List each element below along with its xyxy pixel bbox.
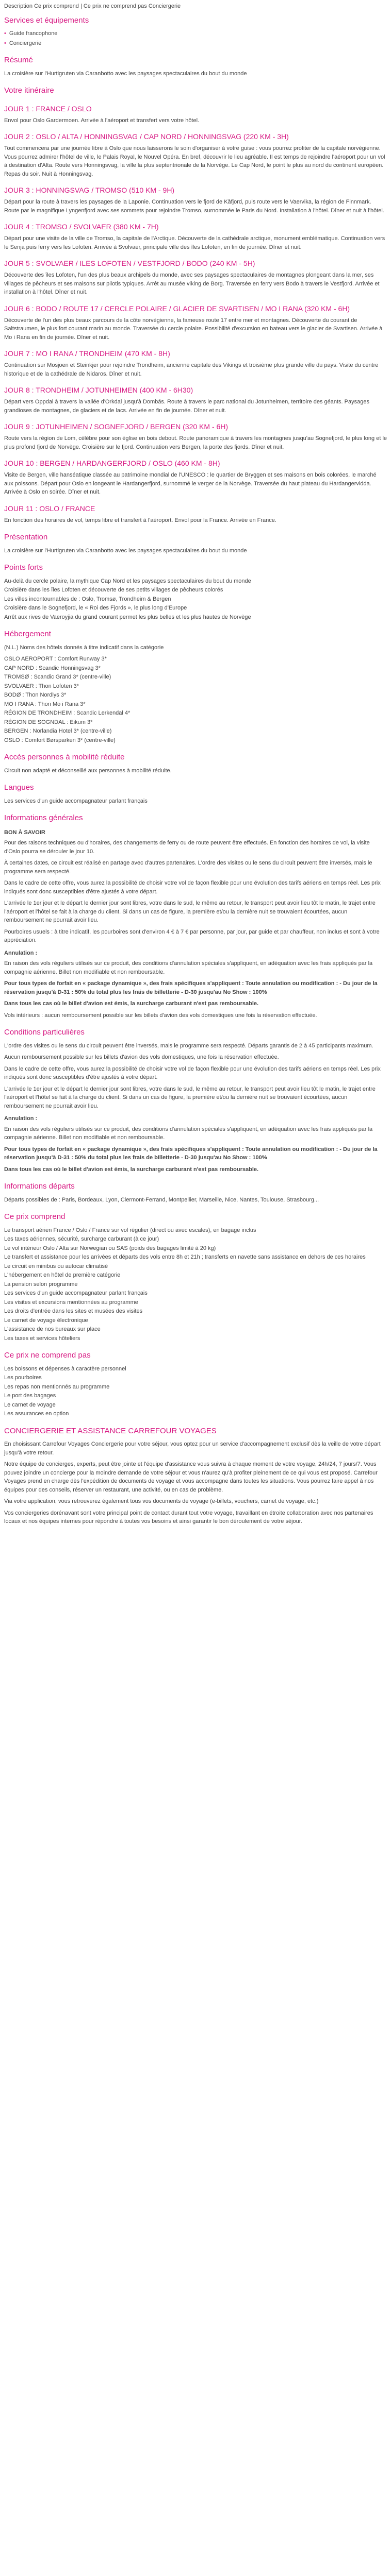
resume-title: Résumé	[4, 56, 33, 64]
prix-comprend-item: Le circuit en minibus ou autocar climatisé	[4, 1263, 108, 1269]
infos-annulation-paragraph: En raison des vols réguliers utilisés sur ce produit, des conditions d'annulation spéciales s'appliquent, en adéquation avec les frais appliqués par la compagnie aérienne. Billet non modifiable et non remboursable.	[4, 960, 373, 975]
hebergement-intro: (N.L.) Noms des hôtels donnés à titre indicatif dans la catégorie	[4, 644, 164, 651]
infos-annulation-paragraph: Vols intérieurs : aucun remboursement possible sur les billets d'avion des vols domestiques une fois la réservation effectuée.	[4, 1012, 317, 1019]
conditions-annulation-head: Annulation :	[4, 1115, 38, 1122]
day-title: JOUR 10 : BERGEN / HARDANGERFJORD / OSLO (460 KM - 8H)	[4, 459, 220, 467]
infos-title: Informations générales	[4, 814, 83, 822]
infos-annulation-paragraph: Dans tous les cas où le billet d'avion est émis, la surcharge carburant n'est pas remboursable.	[4, 1001, 259, 1007]
day-title: JOUR 1 : FRANCE / OSLO	[4, 104, 92, 113]
points-forts-item: Arrêt aux rives de Vaeroyjia du grand courant permet les plus belles et les plus hautes de Norvège	[4, 614, 251, 620]
day-title: JOUR 2 : OSLO / ALTA / HONNINGSVAG / CAP NORD / HONNINGSVAG (220 KM - 3H)	[4, 132, 289, 141]
prix-comprend-list	[4, 1226, 387, 1343]
day-title: JOUR 7 : MO I RANA / TRONDHEIM (470 KM - 8H)	[4, 349, 170, 358]
conditions-annulation-paragraph: Dans tous les cas où le billet d'avion est émis, la surcharge carburant n'est pas remboursable.	[4, 1166, 259, 1173]
day-text: Route vers la région de Lom, célèbre pour son église en bois debout. Route panoramique à travers les montagnes jusqu'au Sognefjord, le plus long et le plus profond fjord de Norvège. Croisière sur le fjord. Continuation vers Bergen, la porte des fjords. Dîner et nuit.	[4, 435, 387, 450]
itinerary-title: Votre itinéraire	[4, 86, 54, 95]
conditions-paragraph: L'ordre des visites ou le sens du circuit peuvent être inversés, mais le programme sera respecté. Départs garantis de 2 à 45 participants maximum.	[4, 1042, 373, 1049]
points-forts-item: Croisière dans les îles Lofoten et découverte de ses petits villages de pêcheurs colorés	[4, 587, 223, 593]
infos-subhead: BON À SAVOIR	[4, 829, 45, 836]
conciergerie-paragraph: En choisissant Carrefour Voyages Conciergerie pour votre séjour, vous optez pour un service d'accompagnement exclusif dès la veille de votre départ jusqu'à votre retour.	[4, 1441, 381, 1456]
prix-comprend-item: Les taxes aériennes, sécurité, surcharge carburant (à ce jour)	[4, 1236, 159, 1242]
day-title: JOUR 3 : HONNINGSVAG / TROMSO (510 KM - 9H)	[4, 186, 175, 194]
points-forts-item: Au-delà du cercle polaire, la mythique Cap Nord et les paysages spectaculaires du bout du monde	[4, 578, 251, 584]
hotel-item: MO I RANA : Thon Mo i Rana 3*	[4, 701, 86, 707]
prix-comprend-item: Le transfert et assistance pour les arrivées et départs des vols entre 8h et 21h ; transferts en navette sans assistance en dehors de ces horaires	[4, 1254, 366, 1260]
presentation-text: La croisière sur l'Hurtigruten via Caranbotto avec les paysages spectaculaires du bout du monde	[4, 547, 247, 554]
conditions-annulation-paragraph: Pour tous types de forfait en « package dynamique », des frais spécifiques s'appliquent : Toute annulation ou modification : - Du jour de la réservation jusqu'à D-31 : 50% du total plus les frais de billetterie - D-30 jusqu'au No Show : 100%	[4, 1146, 378, 1161]
prix-comprend-item: Le carnet de voyage électronique	[4, 1317, 88, 1324]
day-text: Découverte de l'un des plus beaux parcours de la côte norvégienne, la fameuse route 17 entre mer et montagnes. Découverte du courant de Saltstraumen, le plus fort courant marin au monde. Traversée du cercle polaire. Possibilité d'excursion en bateau vers le glacier de Svartisen. Arrivée à Mo i Rana en fin de journée. Dîner et nuit.	[4, 317, 383, 341]
conditions-paragraph: L'arrivée le 1er jour et le départ le dernier jour sont libres, votre dans le sud, le même au retour, le transport peut avoir lieu tôt le matin, le trajet entre l'aéroport et l'hôtel se fait à la charge du client. Si dans un cas de figure, la première et/ou la dernière nuit se trouvaient écourtées, aucun remboursement ne pourrait avoir lieu.	[4, 1086, 376, 1109]
resume-text: La croisière sur l'Hurtigruten via Caranbotto avec les paysages spectaculaires du bout du monde	[4, 70, 247, 77]
day-text: Départ vers Oppdal à travers la vallée d'Orkdal jusqu'à Dombås. Route à travers le parc national du Jotunheimen, territoire des géants. Paysages grandioses de montagnes, de glaciers et de lacs. Arrivée en fin de journée. Dîner et nuit.	[4, 399, 369, 414]
conciergerie-paragraph: Via votre application, vous retrouverez également tous vos documents de voyage (e-billets, vouchers, carnet de voyage, etc.)	[4, 1498, 319, 1504]
hotel-item: OSLO AEROPORT : Comfort Runway 3*	[4, 656, 107, 662]
points-forts-title: Points forts	[4, 563, 43, 572]
infos-departs-title: Informations départs	[4, 1182, 75, 1191]
day-text: Visite de Bergen, ville hanséatique classée au patrimoine mondial de l'UNESCO : le quartier de Bryggen et ses maisons en bois colorées, le marché aux poissons. Départ pour Oslo en longeant le Hardangerfjord, surnommé le verger de la Norvège. Traversée du haut plateau du Hardangervidda. Arrivée à Oslo en soirée. Dîner et nuit.	[4, 472, 377, 495]
prix-comprend-title: Ce prix comprend	[4, 1212, 66, 1221]
conditions-paragraph: Dans le cadre de cette offre, vous aurez la possibilité de choisir votre vol de façon flexible pour une évolution des tarifs aériens en temps réel. Les prix indiqués sont donc susceptibles d'être ajustés à votre départ.	[4, 1065, 381, 1080]
prix-comprend-pas-item: Le carnet de voyage	[4, 1401, 56, 1408]
points-forts-item: Les villes incontournables de : Oslo, Tromsø, Trondheim & Bergen	[4, 596, 171, 602]
top-links[interactable]: Description Ce prix comprend | Ce prix ne comprend pas Conciergerie	[4, 3, 181, 9]
itinerary-day	[4, 385, 387, 415]
day-title: JOUR 11 : OSLO / FRANCE	[4, 504, 95, 513]
itinerary-day	[4, 222, 387, 251]
prix-comprend-item: La pension selon programme	[4, 1281, 78, 1287]
day-text: Départ pour la route à travers les paysages de la Laponie. Continuation vers le fjord de Kåfjord, puis route vers le Vaervika, la région de Finnmark. Route par le magnifique Lyngenfjord avec ses sommets pour rejoindre Tromso, surnommée le Paris du Nord. Installation à l'hôtel. Dîner et nuit à l'hôtel.	[4, 199, 384, 214]
acces-text: Circuit non adapté et déconseillé aux personnes à mobilité réduite.	[4, 767, 172, 774]
hotel-item: CAP NORD : Scandic Honningsvag 3*	[4, 665, 101, 671]
hotel-item: TROMSØ : Scandic Grand 3* (centre-ville)	[4, 674, 111, 680]
itinerary-day	[4, 185, 387, 215]
day-title: JOUR 9 : JOTUNHEIMEN / SOGNEFJORD / BERGEN (320 KM - 6H)	[4, 422, 229, 431]
services-item: • Conciergerie	[4, 39, 387, 48]
acces-title: Accès personnes à mobilité réduite	[4, 753, 125, 761]
prix-comprend-pas-title: Ce prix ne comprend pas	[4, 1351, 91, 1360]
services-list	[4, 29, 387, 47]
infos-annulation-head: Annulation :	[4, 950, 38, 956]
prix-comprend-item: L'hébergement en hôtel de première catégorie	[4, 1272, 121, 1278]
infos-paragraph: Dans le cadre de cette offre, vous aurez la possibilité de choisir votre vol de façon flexible pour une évolution des tarifs aériens en temps réel. Les prix indiqués sont donc susceptibles d'être ajustés à votre départ.	[4, 880, 381, 895]
itinerary-day	[4, 258, 387, 297]
hebergement-title: Hébergement	[4, 630, 51, 638]
hotel-item: OSLO : Comfort Børsparken 3* (centre-ville)	[4, 737, 116, 743]
prix-comprend-item: Le vol intérieur Oslo / Alta sur Norwegian ou SAS (poids des bagages limité à 20 kg)	[4, 1245, 216, 1251]
day-title: JOUR 6 : BODO / ROUTE 17 / CERCLE POLAIRE / GLACIER DE SVARTISEN / MO I RANA (320 KM - 6H)	[4, 304, 350, 313]
infos-departs-text: Départs possibles de : Paris, Bordeaux, Lyon, Clermont-Ferrand, Montpellier, Marseille, Nice, Nantes, Toulouse, Strasbourg...	[4, 1196, 319, 1203]
langues-title: Langues	[4, 783, 34, 792]
prix-comprend-item: L'assistance de nos bureaux sur place	[4, 1326, 101, 1332]
prix-comprend-item: Les taxes et services hôteliers	[4, 1335, 80, 1342]
services-title: Services et équipements	[4, 15, 89, 25]
day-text: En fonction des horaires de vol, temps libre et transfert à l'aéroport. Envol pour la France. Arrivée en France.	[4, 517, 276, 523]
conditions-annulation-paragraph: En raison des vols réguliers utilisés sur ce produit, des conditions d'annulation spéciales s'appliquent, en adéquation avec les frais appliqués par la compagnie aérienne. Billet non modifiable et non remboursable.	[4, 1126, 373, 1141]
hotel-item: SVOLVAER : Thon Lofoten 3*	[4, 683, 79, 689]
conditions-paragraph: Aucun remboursement possible sur les billets d'avion des vols domestiques, une fois la réservation effectuée.	[4, 1054, 279, 1060]
infos-annulation-paragraph: Pour tous types de forfait en « package dynamique », des frais spécifiques s'appliquent : Toute annulation ou modification : - Du jour de la réservation jusqu'à D-31 : 50% du total plus les frais de billetterie - D-30 jusqu'au No Show : 100%	[4, 980, 378, 995]
hebergement-list	[4, 655, 387, 744]
prix-comprend-pas-list	[4, 1365, 387, 1418]
infos-paragraph: Pourboires usuels : à titre indicatif, les pourboires sont d'environ 4 € à 7 € par personne, par jour, par guide et par chauffeur, non inclus et sont à votre appréciation.	[4, 928, 380, 943]
infos-paragraph: À certaines dates, ce circuit est réalisé en partage avec d'autres partenaires. L'ordre des visites ou le sens du circuit peuvent être inversés, mais le programme sera respecté.	[4, 860, 372, 875]
day-text: Découverte des îles Lofoten, l'un des plus beaux archipels du monde, avec ses paysages spectaculaires de montagnes plongeant dans la mer, ses villages de pêcheurs et ses maisons sur pilotis typiques. Arrêt au musée viking de Borg. Traversée en ferry vers Bodo à travers le Vestfjord. Arrivée et installation à l'hôtel. Dîner et nuit.	[4, 272, 380, 295]
hotel-item: BERGEN : Norlandia Hotel 3* (centre-ville)	[4, 728, 112, 734]
hotel-item: RÉGION DE SOGNDAL : Eikum 3*	[4, 719, 93, 725]
itinerary-day	[4, 503, 387, 525]
prix-comprend-pas-item: Les assurances en option	[4, 1411, 69, 1417]
day-title: JOUR 8 : TRONDHEIM / JOTUNHEIMEN (400 KM - 6H30)	[4, 386, 193, 394]
prix-comprend-pas-item: Les boissons et dépenses à caractère personnel	[4, 1365, 126, 1372]
itinerary-day	[4, 458, 387, 497]
conciergerie-paragraph: Notre équipe de concierges, experts, peut être jointe et l'équipe d'assistance vous suivra à chaque moment de votre voyage, 24h/24, 7 jours/7. Vous pouvez joindre un concierge pour la moindre demande de votre séjour et vous n'aurez qu'à profiter pleinement de ce qui vous est proposé. Carrefour Voyages prend en charge dès l'expédition de documents de voyage et vous accompagne dans toutes les situations. Vous pourrez faire appel à nos équipes pour des conseils, réserver un restaurant, une activité, ou en cas de problème.	[4, 1461, 378, 1493]
itinerary-day	[4, 303, 387, 342]
day-text: Continuation sur Mosjoen et Steinkjer pour rejoindre Trondheim, ancienne capitale des Vikings et troisième plus grande ville du pays. Visite du centre historique et de la cathédrale de Nidaros. Dîner et nuit.	[4, 362, 379, 377]
prix-comprend-pas-item: Les repas non mentionnés au programme	[4, 1383, 110, 1390]
day-text: Départ pour une visite de la ville de Tromso, la capitale de l'Arctique. Découverte de la cathédrale arctique, monument emblématique. Continuation vers le Senja puis ferry vers les Lofoten. Arrivée à Svolvaer, principale ville des îles Lofoten, en fin de journée. Dîner et nuit.	[4, 235, 385, 250]
hotel-item: RÉGION DE TRONDHEIM : Scandic Lerkendal 4*	[4, 710, 131, 716]
day-title: JOUR 5 : SVOLVAER / ILES LOFOTEN / VESTFJORD / BODO (240 KM - 5H)	[4, 259, 255, 267]
services-item: • Guide francophone	[4, 29, 387, 38]
conciergerie-paragraph: Vos conciergeries dorénavant sont votre principal point de contact durant tout votre voyage, travaillant en étroite collaboration avec nos partenaires locaux et nos équipes internes pour répondre à toutes vos besoins et ainsi garantir le bon déroulement de votre séjour.	[4, 1510, 373, 1524]
hotel-item: BODØ : Thon Nordlys 3*	[4, 692, 67, 698]
langues-text: Les services d'un guide accompagnateur parlant français	[4, 798, 148, 804]
itinerary-day	[4, 131, 387, 178]
itinerary-day	[4, 348, 387, 378]
prix-comprend-pas-item: Le port des bagages	[4, 1393, 56, 1399]
conditions-title: Conditions particulières	[4, 1028, 85, 1037]
itinerary-day	[4, 104, 387, 125]
infos-paragraph: L'arrivée le 1er jour et le départ le dernier jour sont libres, votre dans le sud, le même au retour, le transport peut avoir lieu tôt le matin, le trajet entre l'aéroport et l'hôtel se fait à la charge du client. Si dans un cas de figure, la première et/ou la dernière nuit se trouvaient écourtées, aucun remboursement ne pourrait avoir lieu.	[4, 900, 376, 923]
day-text: Envol pour Oslo Gardermoen. Arrivée à l'aéroport et transfert vers votre hôtel.	[4, 117, 200, 124]
day-text: Tout commencera par une journée libre à Oslo que nous laisserons le soin d'organiser à votre guise : vous pourrez profiter de la capitale norvégienne. Vous pourrez admirer l'hôtel de ville, le Palais Royal, le Nouvel Opéra. En bref, découvrir le lieu agréable. Il est temps de rejoindre l'aéroport pour un vol à destination d'Alta. Route vers Honningsvag, la ville la plus septentrionale de la Norvège. Le Cap Nord, le point le plus au nord du continent européen. Repas du soir. Nuit à Honningsvag.	[4, 145, 385, 177]
day-title: JOUR 4 : TROMSO / SVOLVAER (380 KM - 7H)	[4, 223, 159, 231]
prix-comprend-item: Les droits d'entrée dans les sites et musées des visites	[4, 1308, 143, 1314]
prix-comprend-pas-item: Les pourboires	[4, 1375, 42, 1381]
points-forts-item: Croisière dans le Sognefjord, le « Roi des Fjords », le plus long d'Europe	[4, 605, 187, 611]
prix-comprend-item: Le transport aérien France / Oslo / France sur vol régulier (direct ou avec escales), en bagage inclus	[4, 1227, 256, 1233]
itinerary-day	[4, 421, 387, 451]
prix-comprend-item: Les services d'un guide accompagnateur parlant français	[4, 1290, 148, 1296]
points-forts-list	[4, 577, 387, 622]
prix-comprend-item: Les visites et excursions mentionnées au programme	[4, 1299, 138, 1306]
infos-paragraph: Pour des raisons techniques ou d'horaires, des changements de ferry ou de route peuvent être effectués. En fonction des horaires de vol, la visite d'Oslo pourra se dérouler le jour 10.	[4, 840, 370, 855]
presentation-title: Présentation	[4, 533, 48, 541]
conciergerie-title: CONCIERGERIE ET ASSISTANCE CARREFOUR VOYAGES	[4, 1426, 217, 1435]
